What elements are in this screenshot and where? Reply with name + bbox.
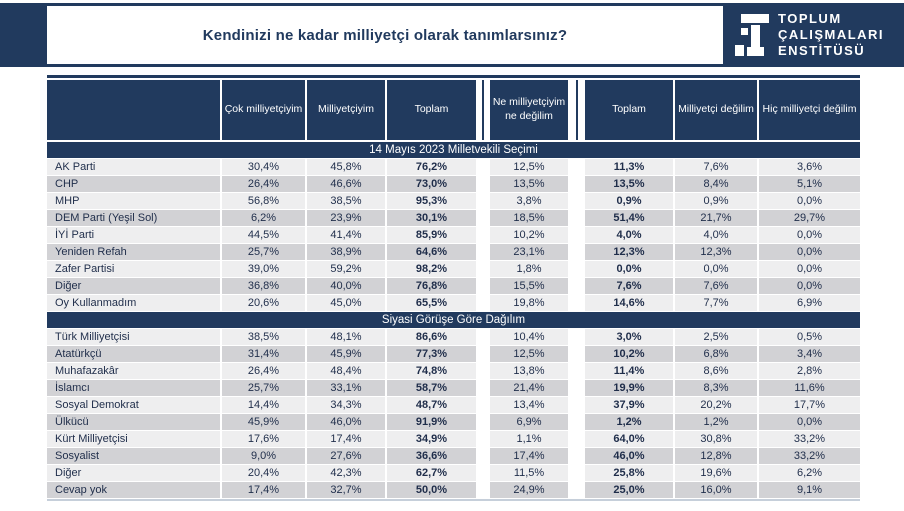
cell-gap bbox=[476, 210, 490, 227]
cell-value: 46,6% bbox=[305, 176, 385, 193]
cell-value: 12,3% bbox=[585, 244, 673, 261]
table-bottom-rule bbox=[47, 499, 860, 501]
cell-value: 17,4% bbox=[490, 448, 568, 465]
cell-value: 3,0% bbox=[585, 329, 673, 346]
cell-value: 7,6% bbox=[673, 278, 757, 295]
page-header bbox=[0, 3, 904, 67]
cell-value: 25,0% bbox=[585, 482, 673, 499]
cell-value: 0,9% bbox=[585, 193, 673, 210]
cell-gap bbox=[568, 193, 585, 210]
cell-value: 74,8% bbox=[385, 363, 476, 380]
cell-value: 33,1% bbox=[305, 380, 385, 397]
cell-value: 15,5% bbox=[490, 278, 568, 295]
cell-gap bbox=[476, 482, 490, 499]
cell-value: 1,8% bbox=[490, 261, 568, 278]
cell-value: 6,2% bbox=[220, 210, 305, 227]
cell-gap bbox=[476, 244, 490, 261]
column-gap bbox=[476, 80, 490, 142]
cell-value: 6,9% bbox=[757, 295, 860, 312]
column-header: Çok milliyetçiyim bbox=[220, 80, 305, 142]
cell-value: 0,9% bbox=[673, 193, 757, 210]
cell-value: 13,4% bbox=[490, 397, 568, 414]
cell-value: 36,8% bbox=[220, 278, 305, 295]
cell-value: 34,3% bbox=[305, 397, 385, 414]
cell-value: 16,0% bbox=[673, 482, 757, 499]
cell-value: 1,2% bbox=[673, 414, 757, 431]
cell-gap bbox=[476, 431, 490, 448]
cell-value: 0,0% bbox=[585, 261, 673, 278]
cell-value: 0,0% bbox=[757, 278, 860, 295]
cell-value: 0,0% bbox=[757, 414, 860, 431]
cell-value: 11,4% bbox=[585, 363, 673, 380]
title-box bbox=[47, 3, 723, 67]
table-top-rule bbox=[47, 75, 860, 78]
cell-value: 19,6% bbox=[673, 465, 757, 482]
cell-value: 0,0% bbox=[757, 261, 860, 278]
cell-value: 21,7% bbox=[673, 210, 757, 227]
cell-gap bbox=[568, 397, 585, 414]
cell-gap bbox=[568, 431, 585, 448]
cell-gap bbox=[568, 227, 585, 244]
cell-gap bbox=[476, 465, 490, 482]
cell-value: 59,2% bbox=[305, 261, 385, 278]
cell-value: 64,0% bbox=[585, 431, 673, 448]
cell-value: 19,8% bbox=[490, 295, 568, 312]
cell-value: 30,8% bbox=[673, 431, 757, 448]
cell-gap bbox=[568, 448, 585, 465]
logo-line-3: ENSTİTÜSÜ bbox=[778, 43, 866, 59]
cell-value: 62,7% bbox=[385, 465, 476, 482]
cell-value: 73,0% bbox=[385, 176, 476, 193]
cell-value: 23,1% bbox=[490, 244, 568, 261]
cell-value: 6,8% bbox=[673, 346, 757, 363]
cell-value: 25,7% bbox=[220, 380, 305, 397]
cell-value: 85,9% bbox=[385, 227, 476, 244]
cell-gap bbox=[568, 465, 585, 482]
cell-gap bbox=[476, 227, 490, 244]
row-label: İslamcı bbox=[47, 380, 220, 397]
cell-value: 9,0% bbox=[220, 448, 305, 465]
cell-value: 9,1% bbox=[757, 482, 860, 499]
cell-value: 51,4% bbox=[585, 210, 673, 227]
cell-value: 18,5% bbox=[490, 210, 568, 227]
cell-value: 14,6% bbox=[585, 295, 673, 312]
cell-value: 8,3% bbox=[673, 380, 757, 397]
cell-value: 17,4% bbox=[220, 482, 305, 499]
cell-gap bbox=[568, 363, 585, 380]
cell-gap bbox=[568, 210, 585, 227]
cell-value: 45,9% bbox=[305, 346, 385, 363]
cell-value: 48,1% bbox=[305, 329, 385, 346]
cell-gap bbox=[476, 176, 490, 193]
cell-value: 98,2% bbox=[385, 261, 476, 278]
cell-value: 3,4% bbox=[757, 346, 860, 363]
cell-value: 29,7% bbox=[757, 210, 860, 227]
cell-value: 48,4% bbox=[305, 363, 385, 380]
cell-value: 17,4% bbox=[305, 431, 385, 448]
cell-gap bbox=[568, 159, 585, 176]
column-header: Milliyetçiyim bbox=[305, 80, 385, 142]
cell-value: 46,0% bbox=[305, 414, 385, 431]
cell-value: 3,6% bbox=[757, 159, 860, 176]
cell-value: 46,0% bbox=[585, 448, 673, 465]
column-header: Toplam bbox=[385, 80, 476, 142]
cell-value: 25,8% bbox=[585, 465, 673, 482]
cell-gap bbox=[568, 278, 585, 295]
cell-value: 1,2% bbox=[585, 414, 673, 431]
cell-value: 38,5% bbox=[220, 329, 305, 346]
cell-value: 2,8% bbox=[757, 363, 860, 380]
cell-value: 48,7% bbox=[385, 397, 476, 414]
institute-logo-icon bbox=[735, 12, 769, 58]
row-label: CHP bbox=[47, 176, 220, 193]
cell-value: 2,5% bbox=[673, 329, 757, 346]
cell-value: 13,5% bbox=[585, 176, 673, 193]
cell-value: 32,7% bbox=[305, 482, 385, 499]
cell-value: 45,0% bbox=[305, 295, 385, 312]
cell-value: 26,4% bbox=[220, 363, 305, 380]
row-label: İYİ Parti bbox=[47, 227, 220, 244]
cell-value: 31,4% bbox=[220, 346, 305, 363]
cell-value: 56,8% bbox=[220, 193, 305, 210]
cell-value: 58,7% bbox=[385, 380, 476, 397]
cell-value: 4,0% bbox=[673, 227, 757, 244]
cell-value: 12,3% bbox=[673, 244, 757, 261]
cell-value: 20,2% bbox=[673, 397, 757, 414]
cell-value: 20,4% bbox=[220, 465, 305, 482]
cell-value: 8,4% bbox=[673, 176, 757, 193]
cell-gap bbox=[568, 414, 585, 431]
cell-value: 33,2% bbox=[757, 448, 860, 465]
row-label: Sosyal Demokrat bbox=[47, 397, 220, 414]
results-table bbox=[47, 75, 860, 499]
cell-gap bbox=[476, 397, 490, 414]
cell-value: 12,8% bbox=[673, 448, 757, 465]
cell-value: 7,6% bbox=[673, 159, 757, 176]
column-header: Milliyetçi değilim bbox=[673, 80, 757, 142]
cell-gap bbox=[568, 380, 585, 397]
row-label: AK Parti bbox=[47, 159, 220, 176]
cell-gap bbox=[476, 295, 490, 312]
row-label: Ülkücü bbox=[47, 414, 220, 431]
row-label: Cevap yok bbox=[47, 482, 220, 499]
cell-value: 7,7% bbox=[673, 295, 757, 312]
cell-gap bbox=[568, 244, 585, 261]
cell-value: 41,4% bbox=[305, 227, 385, 244]
cell-value: 64,6% bbox=[385, 244, 476, 261]
cell-value: 77,3% bbox=[385, 346, 476, 363]
cell-value: 12,5% bbox=[490, 346, 568, 363]
cell-value: 13,5% bbox=[490, 176, 568, 193]
cell-value: 6,9% bbox=[490, 414, 568, 431]
cell-gap bbox=[476, 159, 490, 176]
cell-gap bbox=[568, 346, 585, 363]
cell-value: 20,6% bbox=[220, 295, 305, 312]
cell-value: 45,9% bbox=[220, 414, 305, 431]
cell-value: 45,8% bbox=[305, 159, 385, 176]
cell-value: 30,4% bbox=[220, 159, 305, 176]
row-label: Kürt Milliyetçisi bbox=[47, 431, 220, 448]
cell-value: 0,0% bbox=[757, 244, 860, 261]
cell-value: 11,5% bbox=[490, 465, 568, 482]
cell-value: 30,1% bbox=[385, 210, 476, 227]
cell-value: 50,0% bbox=[385, 482, 476, 499]
row-label: Diğer bbox=[47, 278, 220, 295]
column-header: Ne milliyetçiyim ne değilim bbox=[490, 80, 568, 142]
cell-value: 0,0% bbox=[757, 193, 860, 210]
cell-value: 21,4% bbox=[490, 380, 568, 397]
cell-value: 13,8% bbox=[490, 363, 568, 380]
cell-value: 40,0% bbox=[305, 278, 385, 295]
cell-value: 5,1% bbox=[757, 176, 860, 193]
cell-value: 1,1% bbox=[490, 431, 568, 448]
cell-value: 11,3% bbox=[585, 159, 673, 176]
cell-value: 25,7% bbox=[220, 244, 305, 261]
cell-gap bbox=[476, 278, 490, 295]
row-label: Diğer bbox=[47, 465, 220, 482]
row-label: DEM Parti (Yeşil Sol) bbox=[47, 210, 220, 227]
logo-line-2: ÇALIŞMALARI bbox=[778, 26, 885, 42]
cell-value: 36,6% bbox=[385, 448, 476, 465]
cell-gap bbox=[568, 261, 585, 278]
cell-value: 12,5% bbox=[490, 159, 568, 176]
row-label: Yeniden Refah bbox=[47, 244, 220, 261]
cell-value: 10,4% bbox=[490, 329, 568, 346]
cell-value: 10,2% bbox=[490, 227, 568, 244]
cell-value: 17,6% bbox=[220, 431, 305, 448]
column-header: Hiç milliyetçi değilim bbox=[757, 80, 860, 142]
column-header: Toplam bbox=[585, 80, 673, 142]
cell-value: 26,4% bbox=[220, 176, 305, 193]
institute-logo-text bbox=[778, 11, 884, 60]
cell-gap bbox=[568, 482, 585, 499]
cell-gap bbox=[568, 295, 585, 312]
cell-gap bbox=[568, 176, 585, 193]
section-band: 14 Mayıs 2023 Milletvekili Seçimi bbox=[47, 142, 860, 159]
cell-value: 14,4% bbox=[220, 397, 305, 414]
cell-value: 10,2% bbox=[585, 346, 673, 363]
row-label: Oy Kullanmadım bbox=[47, 295, 220, 312]
cell-value: 24,9% bbox=[490, 482, 568, 499]
cell-value: 3,8% bbox=[490, 193, 568, 210]
cell-value: 19,9% bbox=[585, 380, 673, 397]
cell-value: 4,0% bbox=[585, 227, 673, 244]
cell-value: 27,6% bbox=[305, 448, 385, 465]
cell-value: 91,9% bbox=[385, 414, 476, 431]
cell-gap bbox=[568, 329, 585, 346]
cell-gap bbox=[476, 380, 490, 397]
cell-value: 0,0% bbox=[757, 227, 860, 244]
column-gap bbox=[568, 80, 585, 142]
cell-gap bbox=[476, 329, 490, 346]
cell-value: 11,6% bbox=[757, 380, 860, 397]
row-label: Muhafazakâr bbox=[47, 363, 220, 380]
cell-value: 38,5% bbox=[305, 193, 385, 210]
cell-value: 37,9% bbox=[585, 397, 673, 414]
row-label: Atatürkçü bbox=[47, 346, 220, 363]
cell-value: 76,8% bbox=[385, 278, 476, 295]
cell-value: 0,5% bbox=[757, 329, 860, 346]
cell-value: 34,9% bbox=[385, 431, 476, 448]
section-band: Siyasi Görüşe Göre Dağılım bbox=[47, 312, 860, 329]
cell-value: 8,6% bbox=[673, 363, 757, 380]
cell-value: 42,3% bbox=[305, 465, 385, 482]
cell-gap bbox=[476, 346, 490, 363]
cell-value: 33,2% bbox=[757, 431, 860, 448]
cell-gap bbox=[476, 414, 490, 431]
cell-value: 44,5% bbox=[220, 227, 305, 244]
row-label: MHP bbox=[47, 193, 220, 210]
cell-gap bbox=[476, 261, 490, 278]
cell-gap bbox=[476, 193, 490, 210]
cell-value: 6,2% bbox=[757, 465, 860, 482]
cell-value: 76,2% bbox=[385, 159, 476, 176]
page-title: Kendinizi ne kadar milliyetçi olarak tanımlarsınız? bbox=[202, 26, 568, 44]
cell-value: 38,9% bbox=[305, 244, 385, 261]
cell-value: 95,3% bbox=[385, 193, 476, 210]
cell-value: 23,9% bbox=[305, 210, 385, 227]
row-label: Türk Milliyetçisi bbox=[47, 329, 220, 346]
corner-header-cell bbox=[47, 80, 220, 142]
cell-value: 7,6% bbox=[585, 278, 673, 295]
institute-logo bbox=[723, 3, 904, 67]
cell-value: 39,0% bbox=[220, 261, 305, 278]
header-left-block bbox=[0, 3, 47, 67]
cell-value: 86,6% bbox=[385, 329, 476, 346]
cell-value: 0,0% bbox=[673, 261, 757, 278]
cell-value: 65,5% bbox=[385, 295, 476, 312]
cell-gap bbox=[476, 448, 490, 465]
cell-value: 17,7% bbox=[757, 397, 860, 414]
cell-gap bbox=[476, 363, 490, 380]
row-label: Zafer Partisi bbox=[47, 261, 220, 278]
logo-line-1: TOPLUM bbox=[778, 10, 842, 26]
row-label: Sosyalist bbox=[47, 448, 220, 465]
